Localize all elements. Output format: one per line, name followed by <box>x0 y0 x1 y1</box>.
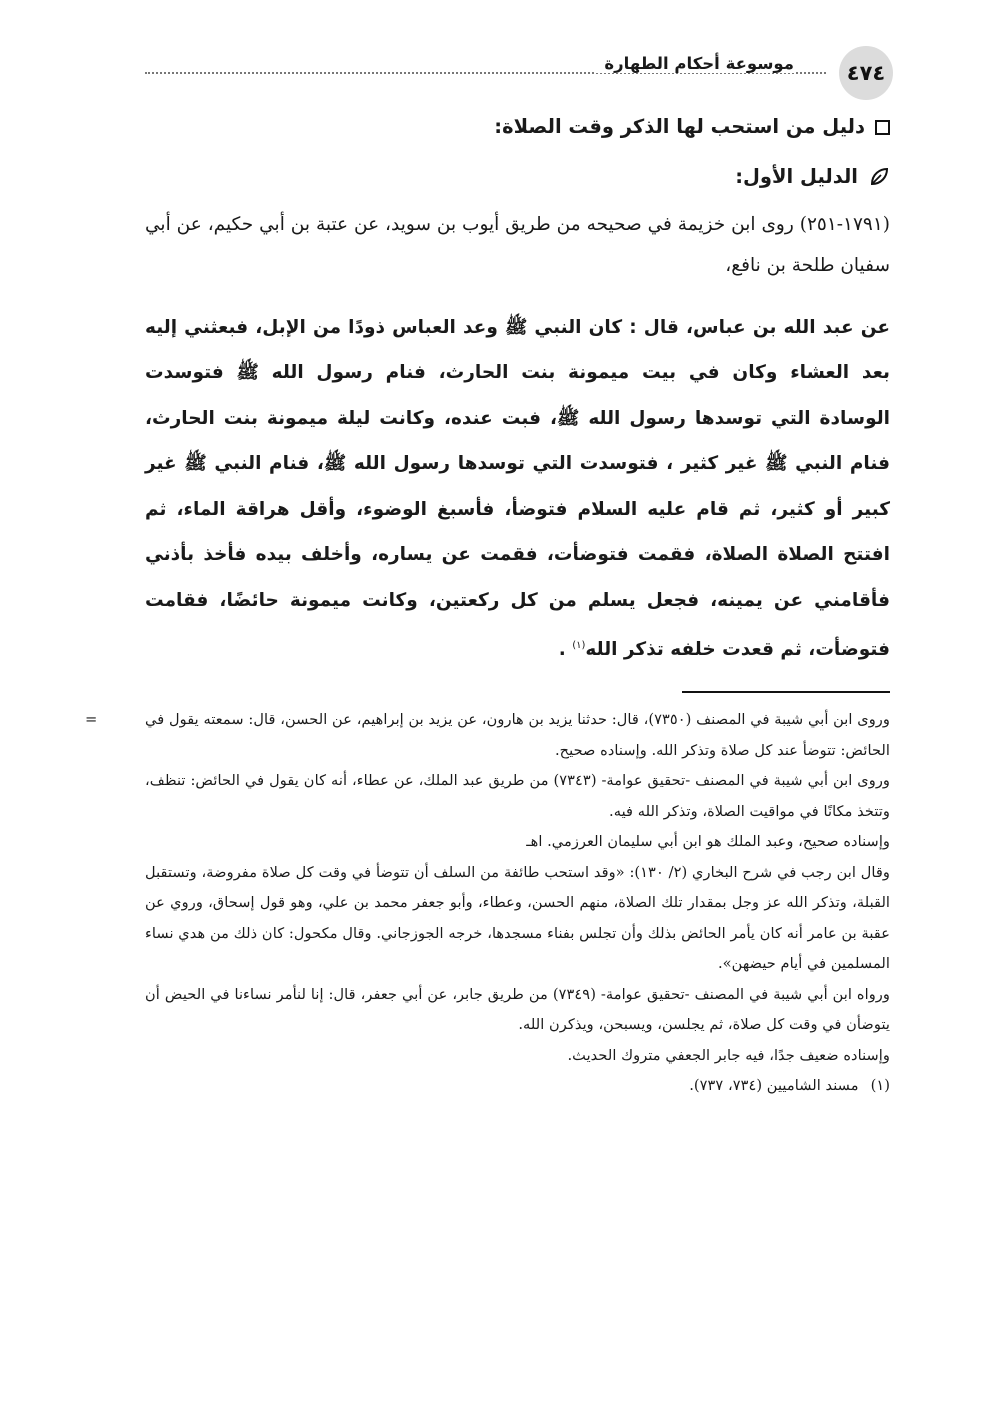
leaf-icon <box>868 166 890 188</box>
footnote-paragraph-4: وقال ابن رجب في شرح البخاري (٢/ ١٣٠): «وقد استحب طائفة من السلف أن تتوضأ في وقت كل صلاة مفروضة، وتستقبل القبلة، وتذكر الله عز وجل بمقدار تلك الصلاة، منهم الحسن، وعطاء، وأبو جعفر محمد بن علي، وهو قول إسحاق، وروي عن عقبة بن عامر أنه كان يأمر الحائض بذلك وأن تجلس بفناء مسجدها، خرجه الجوزجاني. وقال مكحول: كان ذلك من هدي نساء المسلمين في أيام حيضهن». <box>145 863 891 973</box>
hadith-text: عن عبد الله بن عباس، قال : كان النبي ﷺ وعد العباس ذودًا من الإبل، فبعثني إليه بعد العشاء وكان في بيت ميمونة بنت الحارث، فنام رسول الله ﷺ فتوسدت الوسادة التي توسدها رسول الله ﷺ، فبت عنده، وكانت ليلة ميمونة بنت الحارث، فنام النبي ﷺ غير كثير ، فتوسدت التي توسدها رسول الله ﷺ، فنام النبي ﷺ غير كبير أو كثير، ثم قام عليه السلام فتوضأ، فأسبغ الوضوء، وأقل هراقة الماء، ثم افتتح الصلاة الصلاة، فقمت فتوضأت، فقمت عن يساره، وأخلف بيده فأخذ بأذني فأقامني عن يمينه، فجعل يسلم من كل ركعتين، وكانت ميمونة حائضًا، فقامت فتوضأت، ثم قعدت خلفه تذكر الله <box>145 316 890 661</box>
sub-heading <box>145 162 890 192</box>
footnote-paragraph-5: ورواه ابن أبي شيبة في المصنف -تحقيق عوامة- (٧٣٤٩) من طريق جابر، عن أبي جعفر، قال: إنا لنأمر نساءنا في الحيض أن يتوضأن في وقت كل صلاة، ثم يجلسن، ويسبحن، ويذكرن الله. <box>145 985 890 1034</box>
running-title: موسوعة أحكام الطهارة <box>596 54 794 73</box>
checkbox-icon <box>875 120 890 135</box>
section-heading-text: دليل من استحب لها الذكر وقت الصلاة: <box>494 115 865 138</box>
page-header <box>145 42 890 102</box>
footnotes <box>85 705 891 1102</box>
footnote-paragraph-6: وإسناده ضعيف جدًا، فيه جابر الجعفي متروك الحديث. <box>567 1046 890 1064</box>
continuation-mark: = <box>85 711 98 729</box>
hadith-end: . <box>558 639 573 661</box>
book-page <box>85 42 891 1102</box>
section-heading <box>145 112 890 142</box>
isnad-paragraph: (١٧٩١-٢٥١) روى ابن خزيمة في صحيحه من طريق أيوب بن سويد، عن عتبة بن أبي حكيم، عن أبي سفيان طلحة بن نافع، <box>145 214 890 276</box>
footnote-continuation <box>85 705 891 1071</box>
page-number: ٤٧٤ <box>839 46 893 100</box>
footnote-paragraph-3: وإسناده صحيح، وعبد الملك هو ابن أبي سليمان العرزمي. اهـ <box>526 833 890 851</box>
footnote-number: (١) <box>870 1077 890 1095</box>
footnote-text: مسند الشاميين (٧٣٤، ٧٣٧). <box>689 1077 859 1095</box>
hadith-paragraph <box>145 305 890 673</box>
sub-heading-text: الدليل الأول: <box>735 165 858 188</box>
footnote-paragraph-2: وروى ابن أبي شيبة في المصنف -تحقيق عوامة- (٧٣٤٣) من طريق عبد الملك، عن عطاء، أنه كان يقول في الحائض: تنظف، وتتخذ مكانًا في مواقيت الصلاة، وتذكر الله فيه. <box>145 772 891 820</box>
footnote-reference: (١) <box>572 640 586 651</box>
footnote-1 <box>145 1071 890 1102</box>
footnote-paragraph-1: وروى ابن أبي شيبة في المصنف (٧٣٥٠)، قال: حدثنا يزيد بن هارون، عن يزيد بن إبراهيم، عن الحسن، قال: سمعته يقول في الحائض: تتوضأ عند كل صلاة وتذكر الله. وإسناده صحيح. <box>145 711 890 759</box>
footnote-separator <box>682 691 890 693</box>
